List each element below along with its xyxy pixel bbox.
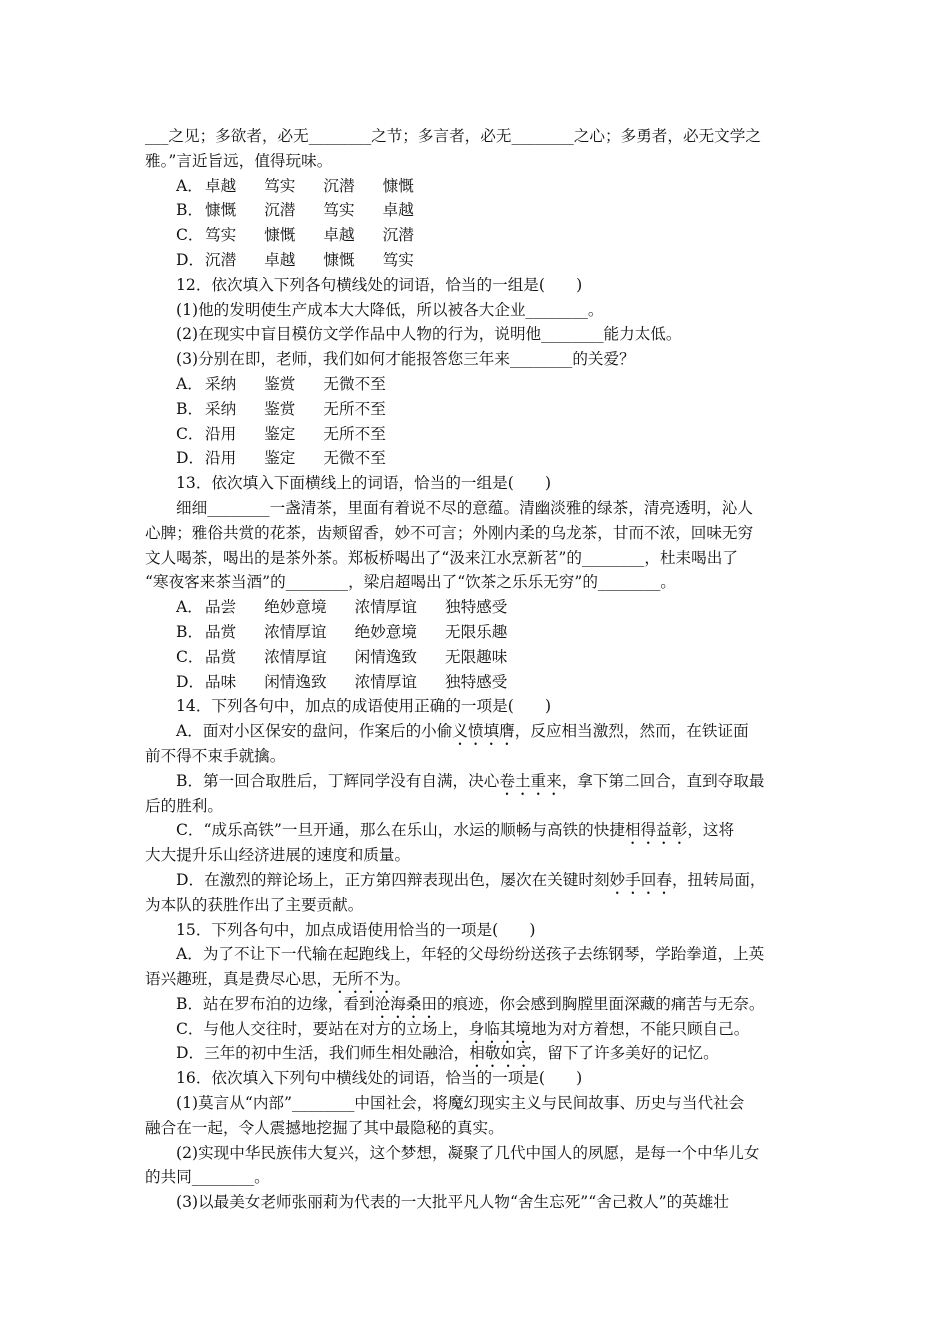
q16-sentence-2: (2)实现中华民族伟大复兴，这个梦想，凝聚了几代中国人的夙愿，是每一个中华儿女	[176, 1143, 760, 1162]
q14-option-d-cont: 为本队的获胜作出了主要贡献。	[145, 895, 364, 914]
q12-option-c: C．沿用 鉴定 无所不至	[176, 424, 386, 443]
q14-a-emphasized-idiom: 义愤填膺	[452, 722, 515, 741]
q13-passage-2: 心脾；雅俗共赏的花茶，齿颊留香，妙不可言；外刚内柔的乌龙茶，甘而不浓，回味无穷	[145, 523, 754, 542]
q13-stem: 13．依次填入下面横线上的词语，恰当的一组是( )	[176, 474, 552, 493]
q14-b-emphasized-idiom: 卷土重来	[499, 771, 562, 790]
q11-option-a: A． 卓越 笃实 沉潜 慷慨	[176, 176, 414, 195]
q12-option-b: B． 采纳 鉴赏 无所不至	[176, 399, 386, 418]
q12-stem: 12．依次填入下列各句横线处的词语，恰当的一组是( )	[176, 275, 583, 294]
q15-stem: 15．下列各句中，加点成语使用恰当的一项是( )	[176, 920, 536, 939]
q15-d-emphasized-idiom: 相敬如宾	[469, 1044, 532, 1063]
q14-d-emphasized-idiom: 妙手回春	[609, 870, 672, 889]
q14-stem: 14．下列各句中，加点的成语使用正确的一项是( )	[176, 697, 552, 716]
q12-sentence-1: (1)他的发明使生产成本大大降低，所以被各大企业________。	[176, 300, 604, 319]
q14-option-c-cont: 大大提升乐山经济进展的速度和质量。	[145, 846, 411, 865]
q13-passage-4: “寒夜客来茶当酒”的________，梁启超喝出了“饮茶之乐乐无穷”的________。	[145, 573, 676, 592]
q14-option-a-cont: 前不得不束手就擒。	[145, 746, 286, 765]
q12-sentence-2: (2)在现实中盲目模仿文学作品中人物的行为，说明他________能力太低。	[176, 325, 682, 344]
q16-sentence-3: (3)以最美女老师张丽莉为代表的一大批平凡人物“舍生忘死”“舍己救人”的英雄壮	[176, 1193, 729, 1212]
q15-option-a: A．为了不让下一代输在起跑线上，年轻的父母纷纷送孩子去练钢琴，学跆拳道，上英	[176, 945, 765, 964]
q15-a-emphasized-idiom: 无所不为	[332, 970, 395, 989]
q13-option-c: C．品赏 浓情厚谊 闲情逸致 无限趣味	[176, 647, 508, 666]
q15-option-b: B．站在罗布泊的边缘，看到沧海桑田的痕迹，你会感到胸膛里面深藏的痛苦与无奈。	[176, 994, 765, 1013]
q16-sentence-1-cont: 融合在一起，令人震撼地挖掘了其中最隐秘的真实。	[145, 1118, 504, 1137]
q15-option-d: D．三年的初中生活，我们师生相处融洽，相敬如宾，留下了许多美好的记忆。	[176, 1044, 719, 1063]
q11-option-c: C．笃实 慷慨 卓越 沉潜	[176, 226, 414, 245]
q13-option-d: D．品味 闲情逸致 浓情厚谊 独特感受	[176, 672, 508, 691]
q13-option-a: A． 品尝 绝妙意境 浓情厚谊 独特感受	[176, 598, 508, 617]
q12-option-a: A． 采纳 鉴赏 无微不至	[176, 374, 386, 393]
q13-passage-1: 细细________一盏清茶，里面有着说不尽的意蕴。清幽淡雅的绿茶，清亮透明，沁人	[176, 498, 753, 517]
q16-sentence-1: (1)莫言从“内部”________中国社会，将魔幻现实主义与民间故事、历史与当代社会	[176, 1094, 745, 1113]
q13-option-b: B． 品赏 浓情厚谊 绝妙意境 无限乐趣	[176, 622, 508, 641]
q11-option-b: B． 慷慨 沉潜 笃实 卓越	[176, 201, 414, 220]
q12-sentence-3: (3)分别在即，老师，我们如何才能报答您三年来________的关爱？	[176, 350, 635, 369]
q11-line-1: ___之见；多欲者，必无________之节；多言者，必无________之心；多勇者，必无文学之	[145, 127, 761, 145]
q11-line-2: 雅。”言近旨远，值得玩味。	[145, 151, 333, 170]
q15-c-emphasized-idiom: 身临其境	[468, 1019, 532, 1038]
q14-option-a: A．面对小区保安的盘问，作案后的小偷义愤填膺，反应相当激烈，然而，在铁证面	[176, 722, 749, 741]
q14-option-d: D．在激烈的辩论场上，正方第四辩表现出色，屡次在关键时刻妙手回春，扭转局面，	[176, 870, 766, 889]
q11-option-d: D．沉潜 卓越 慷慨 笃实	[176, 250, 414, 269]
q15-b-emphasized-idiom: 沧海桑田	[374, 994, 437, 1013]
q14-option-c: C．“成乐高铁”一旦开通，那么在乐山，水运的顺畅与高铁的快捷相得益彰，这将	[176, 821, 735, 840]
q15-option-a-cont: 语兴趣班，真是费尽心思，无所不为。	[145, 970, 411, 989]
q12-option-d: D．沿用 鉴定 无微不至	[176, 449, 386, 468]
document-page	[145, 124, 810, 1215]
q14-c-emphasized-idiom: 相得益彰	[624, 821, 688, 840]
q16-stem: 16．依次填入下列句中横线处的词语，恰当的一项是( )	[176, 1069, 583, 1088]
q16-sentence-2-cont: 的共同________。	[145, 1168, 270, 1187]
q15-option-c: C．与他人交往时，要站在对方的立场上，身临其境地为对方着想，不能只顾自己。	[176, 1019, 750, 1038]
q14-option-b-cont: 后的胜利。	[145, 796, 223, 815]
q14-option-b: B．第一回合取胜后，丁辉同学没有自满，决心卷土重来，拿下第二回合，直到夺取最	[176, 771, 765, 790]
q13-passage-3: 文人喝茶，喝出的是茶外茶。郑板桥喝出了“汲来江水烹新茗”的________，杜耒喝出了	[145, 548, 738, 567]
